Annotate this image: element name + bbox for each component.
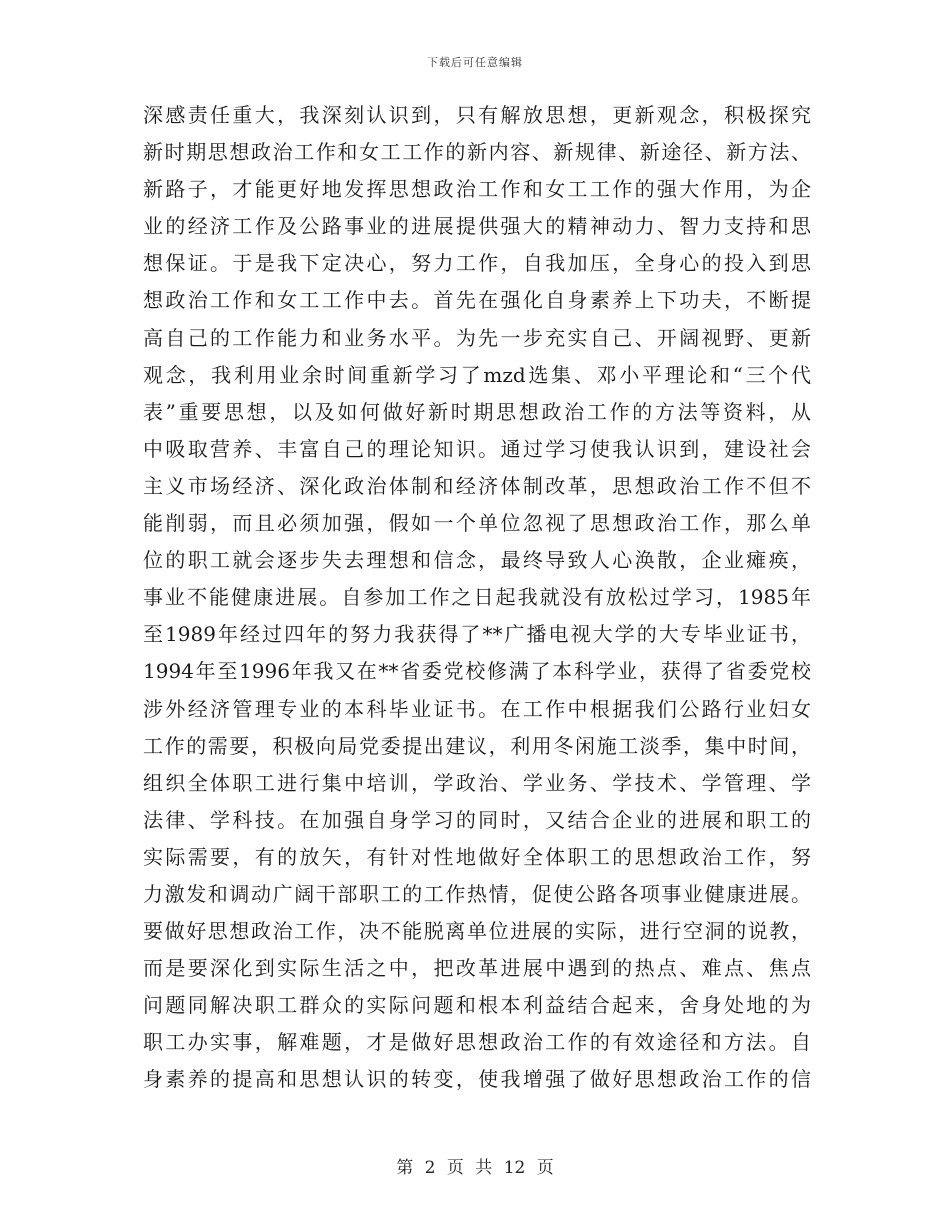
text-line: 高自己的工作能力和业务水平。为先一步充实自己、开阔视野、更新	[143, 325, 811, 350]
text-line: 1994年至1996年我又在**省委党校修满了本科学业，获得了省委党校	[143, 659, 811, 684]
page-header: 下载后可任意编辑	[427, 56, 523, 69]
text-line: 想政治工作和女工工作中去。首先在强化自身素养上下功夫，不断提	[143, 288, 811, 313]
text-line: 涉外经济管理专业的本科毕业证书。在工作中根据我们公路行业妇女	[143, 696, 811, 721]
text-line: 新路子，才能更好地发挥思想政治工作和女工工作的强大作用，为企	[143, 177, 811, 202]
text-line: 工作的需要，积极向局党委提出建议，利用冬闲施工淡季，集中时间，	[143, 733, 811, 758]
text-line: 身素养的提高和思想认识的转变，使我增强了做好思想政治工作的信	[143, 1067, 811, 1092]
text-line: 问题同解决职工群众的实际问题和根本利益结合起来，舍身处地的为	[143, 993, 811, 1018]
text-line: 法律、学科技。在加强自身学习的同时，又结合企业的进展和职工的	[143, 807, 811, 832]
text-line: 主义市场经济、深化政治体制和经济体制改革，思想政治工作不但不	[143, 473, 811, 498]
text-line: 表”重要思想，以及如何做好新时期思想政治工作的方法等资料，从	[143, 399, 811, 424]
text-line: 中吸取营养、丰富自己的理论知识。通过学习使我认识到，建设社会	[143, 436, 811, 461]
text-line: 事业不能健康进展。自参加工作之日起我就没有放松过学习，1985年	[143, 585, 811, 610]
text-line: 职工办实事，解难题，才是做好思想政治工作的有效途径和方法。自	[143, 1030, 811, 1055]
body-text	[143, 97, 811, 1099]
text-line: 而是要深化到实际生活之中，把改革进展中遇到的热点、难点、焦点	[143, 956, 811, 981]
text-line: 能削弱，而且必须加强，假如一个单位忽视了思想政治工作，那么单	[143, 511, 811, 536]
text-line: 至1989年经过四年的努力我获得了**广播电视大学的大专毕业证书，	[143, 622, 811, 647]
text-line: 业的经济工作及公路事业的进展提供强大的精神动力、智力支持和思	[143, 214, 811, 239]
text-line: 实际需要，有的放矢，有针对性地做好全体职工的思想政治工作，努	[143, 844, 811, 869]
text-line: 组织全体职工进行集中培训，学政治、学业务、学技术、学管理、学	[143, 770, 811, 795]
text-line: 观念，我利用业余时间重新学习了mzd选集、邓小平理论和“三个代	[143, 362, 811, 387]
text-line: 要做好思想政治工作，决不能脱离单位进展的实际，进行空洞的说教，	[143, 919, 811, 944]
text-line: 力激发和调动广阔干部职工的工作热情，促使公路各项事业健康进展。	[143, 881, 811, 906]
page-number-footer: 第 2 页 共 12 页	[396, 1158, 554, 1178]
text-line: 新时期思想政治工作和女工工作的新内容、新规律、新途径、新方法、	[143, 140, 811, 165]
text-line: 深感责任重大，我深刻认识到，只有解放思想，更新观念，积极探究	[143, 103, 811, 127]
text-line: 想保证。于是我下定决心，努力工作，自我加压，全身心的投入到思	[143, 251, 811, 276]
text-line: 位的职工就会逐步失去理想和信念，最终导致人心涣散，企业瘫痪，	[143, 548, 811, 573]
